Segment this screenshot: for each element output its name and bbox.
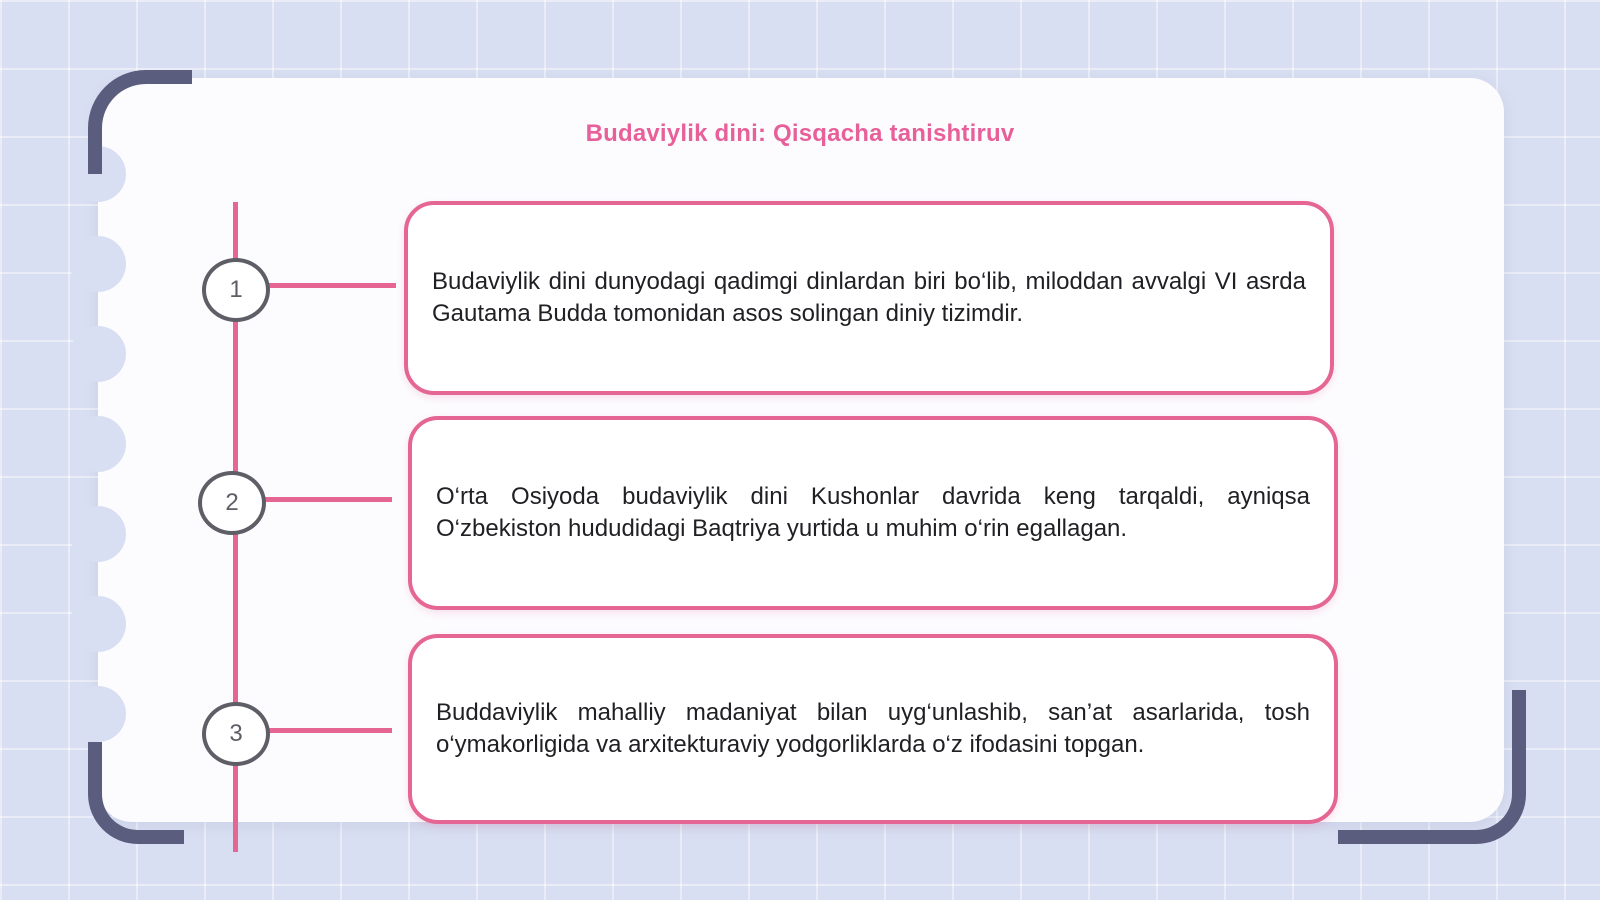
- text-box-1: [404, 201, 1334, 395]
- notebook-notch: [70, 326, 126, 382]
- notebook-notch: [70, 686, 126, 742]
- slide-title: Budaviylik dini: Qisqacha tanishtiruv: [585, 120, 1015, 147]
- text-box-3-content: Buddaviylik mahalliy madaniyat bilan uyg‘unlashib, san’at asarlarida, tosh o‘ymakorligida va arxitekturaviy yodgorliklarda o‘z ifodasini topgan.: [436, 699, 1310, 758]
- notebook-notch: [70, 596, 126, 652]
- text-box-2: [408, 416, 1338, 610]
- notebook-notch: [70, 506, 126, 562]
- notebook-notch: [70, 416, 126, 472]
- step-number-1: 1: [202, 258, 270, 322]
- timeline-connector-2: [262, 497, 392, 502]
- corner-bracket-top-left: [88, 70, 192, 174]
- timeline-connector-3: [266, 728, 392, 733]
- notebook-notch: [70, 236, 126, 292]
- corner-bracket-bottom-left: [88, 742, 184, 844]
- text-box-2-content: O‘rta Osiyoda budaviylik dini Kushonlar davrida keng tarqaldi, ayniqsa O‘zbekiston hududidagi Baqtriya yurtida u muhim o‘rin egallagan.: [436, 483, 1310, 542]
- timeline-connector-1: [266, 283, 396, 288]
- text-box-3: [408, 634, 1338, 824]
- step-number-3: 3: [202, 702, 270, 766]
- step-number-2: 2: [198, 471, 266, 535]
- text-box-1-content: Budaviylik dini dunyodagi qadimgi dinlardan biri bo‘lib, miloddan avvalgi VI asrda Gautama Budda tomonidan asos solingan diniy tizimdir.: [432, 268, 1306, 327]
- corner-bracket-bottom-right: [1338, 690, 1526, 844]
